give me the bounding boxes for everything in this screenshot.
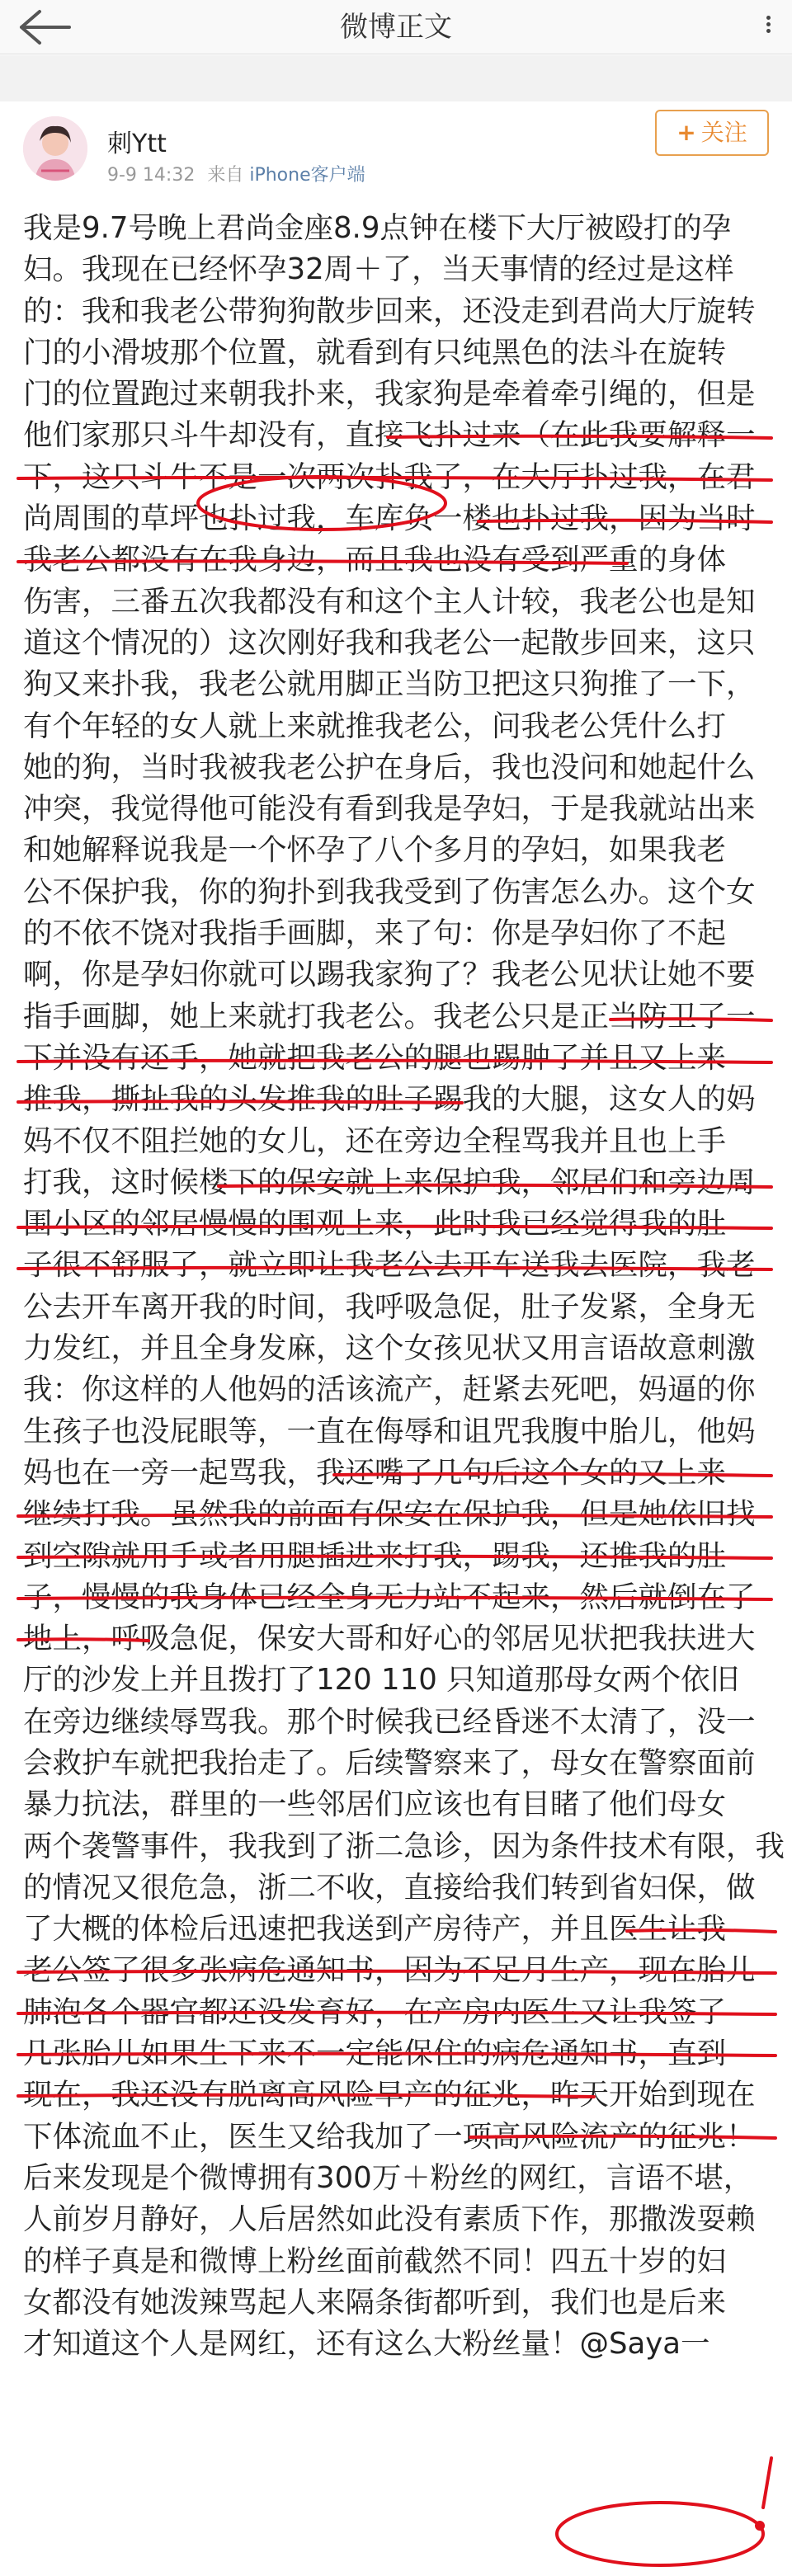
body-line: 的：我和我老公带狗狗散步回来，还没走到君尚大厅旋转 <box>23 294 756 328</box>
body-line: 力发红，并且全身发麻，这个女孩见状又用言语故意刺激 <box>23 1331 756 1366</box>
body-line: 到空隙就用手或者用腿插进来打我，踢我，还推我的肚 <box>23 1538 727 1573</box>
post-meta <box>107 161 365 186</box>
body-line: 在旁边继续辱骂我。那个时候我已经昏迷不太清了，没一 <box>23 1704 756 1739</box>
source-prefix: 来自 <box>207 165 244 186</box>
body-line: 子，慢慢的我身体已经全身无力站不起来，然后就倒在了 <box>23 1580 756 1614</box>
body-line: 下，这只斗牛不是一次两次扑我了，在大厅扑过我，在君 <box>23 459 756 494</box>
back-arrow-icon <box>15 5 73 49</box>
body-line: 公去开车离开我的时间，我呼吸急促，肚子发紧，全身无 <box>23 1289 756 1324</box>
body-line: 妈也在一旁一起骂我，我还嘴了几句后这个女的又上来 <box>23 1455 727 1490</box>
body-line: 老公签了很多张病危通知书，因为不足月生产，现在胎儿 <box>23 1953 756 1988</box>
username[interactable]: 刺Ytt <box>107 130 167 158</box>
body-line: 生孩子也没屁眼等，一直在侮辱和诅咒我腹中胎儿，他妈 <box>23 1414 756 1448</box>
body-line: 下体流血不止，医生又给我加了一项高风险流产的征兆！ <box>23 2119 756 2154</box>
body-line: 才知道这个人是网红，还有这么大粉丝量！@Saya一 <box>23 2327 710 2362</box>
body-line: 的不依不饶对我指手画脚，来了句：你是孕妇你了不起 <box>23 916 727 951</box>
body-line: 冲突，我觉得他可能没有看到我是孕妇，于是我就站出来 <box>23 792 756 826</box>
follow-button[interactable] <box>655 110 769 156</box>
back-button[interactable] <box>15 5 73 49</box>
section-divider <box>0 55 792 101</box>
plus-icon: + <box>676 119 696 146</box>
body-line: 地上，呼吸急促，保安大哥和好心的邻居见状把我扶进大 <box>23 1622 756 1656</box>
body-line: 狗又来扑我，我老公就用脚正当防卫把这只狗推了一下， <box>23 667 756 702</box>
body-line: 我：你这样的人他妈的活该流产，赶紧去死吧，妈逼的你 <box>23 1373 756 1407</box>
annotation-circle <box>557 2503 763 2565</box>
follow-label: 关注 <box>700 119 747 146</box>
body-line: 的情况又很危急，浙二不收，直接给我们转到省妇保，做 <box>23 1870 756 1905</box>
body-line: 妈不仅不阻拦她的女儿，还在旁边全程骂我并且也上手 <box>23 1123 727 1158</box>
body-line: 子很不舒服了，就立即让我老公去开车送我去医院，我老 <box>23 1248 756 1283</box>
body-line: 厅的沙发上并且拨打了120 110 只知道那母女两个依旧 <box>23 1663 740 1698</box>
body-line: 现在，我还没有脱离高风险早产的征兆，昨天开始到现在 <box>23 2078 756 2112</box>
body-line: 了大概的体检后迅速把我送到产房待产，并且医生让我 <box>23 1912 727 1947</box>
annotation-exclamation <box>763 2458 771 2508</box>
body-line: 下并没有还手，她就把我老公的腿也踢肿了并且又上来 <box>23 1040 727 1075</box>
body-line: 公不保护我，你的狗扑到我我受到了伤害怎么办。这个女 <box>23 874 756 909</box>
body-line: 道这个情况的）这次刚好我和我老公一起散步回来，这只 <box>23 625 756 660</box>
body-line: 继续打我。虽然我的前面有保安在保护我，但是她依旧找 <box>23 1497 756 1532</box>
body-line: 后来发现是个微博拥有300万＋粉丝的网红，言语不堪， <box>23 2160 753 2195</box>
page-title: 微博正文 <box>340 11 452 44</box>
body-line: 女都没有她泼辣骂起人来隔条街都听到，我们也是后来 <box>23 2285 727 2319</box>
avatar-image <box>23 116 87 181</box>
body-line: 门的位置跑过来朝我扑来，我家狗是牵着牵引绳的，但是 <box>23 377 756 412</box>
body-line: 围小区的邻居慢慢的围观上来，此时我已经觉得我的肚 <box>23 1207 727 1241</box>
body-line: 打我，这时候楼下的保安就上来保护我，邻居们和旁边周 <box>23 1165 756 1199</box>
body-line: 几张胎儿如果生下来不一定能保住的病危通知书，直到 <box>23 2037 727 2071</box>
body-line: 门的小滑坡那个位置，就看到有只纯黑色的法斗在旋转 <box>23 335 727 370</box>
body-line: 啊，你是孕妇你就可以踢我家狗了？我老公见状让她不要 <box>23 958 756 992</box>
body-line: 伤害，三番五次我都没有和这个主人计较，我老公也是知 <box>23 584 756 619</box>
body-line: 他们家那只斗牛却没有，直接飞扑过来（在此我要解释一 <box>23 418 756 453</box>
post-header <box>0 101 792 200</box>
body-line: 和她解释说我是一个怀孕了八个多月的孕妇，如果我老 <box>23 833 727 868</box>
body-line: 她的狗，当时我被我老公护在身后，我也没问和她起什么 <box>23 750 756 784</box>
body-line: 妇。我现在已经怀孕32周＋了，当天事情的经过是这样 <box>23 252 734 287</box>
body-line: 肺泡各个器官都还没发育好，在产房内医生又让我签了 <box>23 1994 727 2029</box>
body-line: 指手画脚，她上来就打我老公。我老公只是正当防卫了一 <box>23 999 756 1034</box>
body-line: 尚周围的草坪也扑过我，车库负一楼也扑过我，因为当时 <box>23 502 756 536</box>
body-line: 我是9.7号晚上君尚金座8.9点钟在楼下大厅被殴打的孕 <box>23 211 732 245</box>
body-line: 暴力抗法，群里的一些邻居们应该也有目睹了他们母女 <box>23 1787 727 1822</box>
post-date: 9-9 14:32 <box>107 165 196 186</box>
top-nav-bar <box>0 0 792 54</box>
body-line: 有个年轻的女人就上来就推我老公，问我老公凭什么打 <box>23 709 727 743</box>
body-line: 推我，撕扯我的头发推我的肚子踢我的大腿，这女人的妈 <box>23 1082 756 1117</box>
more-button[interactable] <box>756 13 780 41</box>
avatar[interactable] <box>23 116 87 181</box>
post-body <box>23 208 785 2365</box>
body-line: 人前岁月静好，人后居然如此没有素质下作，那撒泼耍赖 <box>23 2202 756 2237</box>
body-line: 我老公都没有在我身边，而且我也没有受到严重的身体 <box>23 543 727 577</box>
annotation-exclamation-dot <box>757 2522 763 2529</box>
body-line: 会救护车就把我抬走了。后续警察来了，母女在警察面前 <box>23 1745 756 1780</box>
more-vertical-icon <box>756 16 780 33</box>
body-line: 两个袭警事件，我我到了浙二急诊，因为条件技术有限，我 <box>23 1829 785 1863</box>
client-name[interactable]: iPhone客户端 <box>249 165 365 186</box>
body-line: 的样子真是和微博上粉丝面前截然不同！四五十岁的妇 <box>23 2244 727 2278</box>
